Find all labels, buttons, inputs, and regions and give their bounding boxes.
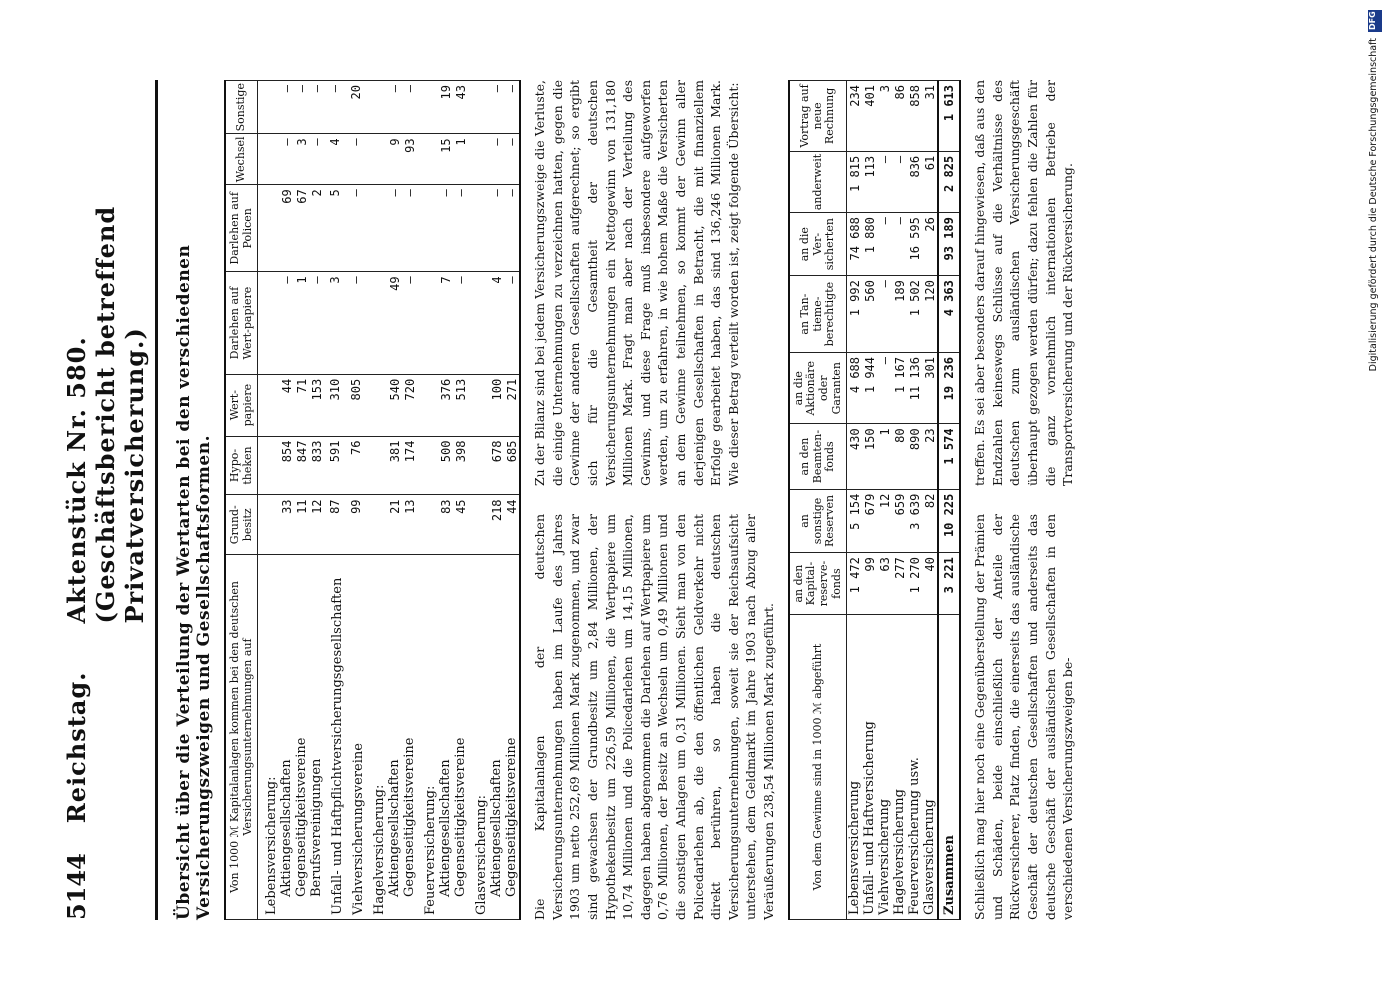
cell-value: 99 <box>345 495 366 555</box>
credit-text: Digitalisierung gefördert durch die Deutsche Forschungsgemeinschaft <box>1368 38 1379 372</box>
cell-value: — <box>279 272 294 374</box>
cell-value: 3 <box>877 81 892 152</box>
table-row <box>345 81 366 920</box>
cell-value: 13 <box>402 495 417 555</box>
total-value: 19 236 <box>938 353 960 424</box>
cell-value: 15 <box>438 134 453 185</box>
profit-distribution-table <box>788 80 962 920</box>
cell-value: 23 <box>922 424 938 489</box>
cell-value: 43 <box>453 81 468 134</box>
cell-value: 3 <box>294 134 309 185</box>
text-column-left: Schließlich mag hier noch eine Gegenüberstellung der Prämien und Schäden, beide einschließlich der Anteile der Rückversicherer, Platz finden, die einerseits das ausländische Geschäft der deutschen Gesellschaften und anderseits das deutsche Geschäft der ausländischen Gesellschaften in den verschiedenen Versicherungszweigen be- <box>972 514 1076 920</box>
table-row <box>468 81 489 920</box>
table-row <box>453 81 468 920</box>
total-value: 3 221 <box>938 553 960 615</box>
row-label: Feuerversicherung: <box>417 555 438 920</box>
column-header: Grund-besitz <box>225 495 258 555</box>
cell-value: 679 <box>862 489 877 553</box>
cell-value: — <box>489 185 504 272</box>
cell-value: 1 270 <box>907 553 922 615</box>
table1-title: Übersicht über die Verteilung der Wertarten bei den verschiedenen Versicherungszweigen und Gesellschaftsformen. <box>174 244 214 920</box>
total-value: 1 613 <box>938 81 960 152</box>
total-value: 4 363 <box>938 276 960 353</box>
text-section-1 <box>531 80 777 920</box>
row-label: Unfall- und Haftversicherung <box>862 615 877 920</box>
column-header: an die Ver-sicherten <box>789 213 847 276</box>
cell-value: 2 <box>309 185 324 272</box>
cell-value: 21 <box>387 495 402 555</box>
cell-value: 401 <box>862 81 877 152</box>
cell-value <box>366 272 387 374</box>
cell-value: 61 <box>922 151 938 212</box>
row-label: Glasversicherung <box>922 615 938 920</box>
cell-value: — <box>309 272 324 374</box>
cell-value: 1 944 <box>862 353 877 424</box>
cell-value <box>468 185 489 272</box>
cell-value: 234 <box>847 81 863 152</box>
table-row <box>279 81 294 920</box>
cell-value <box>417 185 438 272</box>
cell-value: — <box>309 134 324 185</box>
cell-value: 40 <box>922 553 938 615</box>
cell-value: 20 <box>345 81 366 134</box>
row-label: Feuerversicherung usw. <box>907 615 922 920</box>
cell-value <box>468 436 489 495</box>
column-header: Vortrag auf neue Rechnung <box>789 81 847 152</box>
cell-value: 513 <box>453 374 468 436</box>
page-number: 5144 <box>62 853 91 920</box>
cell-value <box>366 374 387 436</box>
cell-value: 87 <box>324 495 345 555</box>
cell-value: — <box>489 81 504 134</box>
cell-value: 3 639 <box>907 489 922 553</box>
table-header-label: Von 1000 ℳ Kapitalanlagen kommen bei den deutschen Versicherungsunternehmungen auf <box>225 555 258 920</box>
cell-value: 398 <box>453 436 468 495</box>
cell-value: 83 <box>438 495 453 555</box>
table-row <box>366 81 387 920</box>
cell-value: 12 <box>877 489 892 553</box>
column-header: Darlehen auf Policen <box>225 185 258 272</box>
cell-value: 99 <box>862 553 877 615</box>
cell-value: 31 <box>922 81 938 152</box>
cell-value <box>366 134 387 185</box>
column-header: Wechsel <box>225 134 258 185</box>
cell-value: — <box>504 272 520 374</box>
table-header-row <box>789 81 847 920</box>
cell-value <box>417 374 438 436</box>
cell-value: 381 <box>387 436 402 495</box>
cell-value: 44 <box>504 495 520 555</box>
cell-value: 678 <box>489 436 504 495</box>
column-header: Hypo-theken <box>225 436 258 495</box>
cell-value <box>366 495 387 555</box>
cell-value: 301 <box>922 353 938 424</box>
text-section-2 <box>971 80 1077 920</box>
cell-value: 82 <box>922 489 938 553</box>
cell-value: 153 <box>309 374 324 436</box>
cell-value: 890 <box>907 424 922 489</box>
cell-value: — <box>877 276 892 353</box>
table-row <box>438 81 453 920</box>
table-header-row <box>225 81 258 920</box>
cell-value <box>468 495 489 555</box>
cell-value: — <box>892 213 907 276</box>
cell-value <box>468 134 489 185</box>
cell-value: 1 815 <box>847 151 863 212</box>
cell-value <box>258 495 280 555</box>
row-label: Gegenseitigkeitsvereine <box>294 555 309 920</box>
capital-allocation-table <box>224 80 521 920</box>
cell-value: 310 <box>324 374 345 436</box>
total-value: 10 225 <box>938 489 960 553</box>
cell-value: — <box>294 81 309 134</box>
cell-value: — <box>309 81 324 134</box>
row-label: Aktiengesellschaften <box>489 555 504 920</box>
cell-value: 3 <box>324 272 345 374</box>
cell-value: — <box>345 272 366 374</box>
cell-value: — <box>345 185 366 272</box>
table-row <box>387 81 402 920</box>
cell-value: 1 992 <box>847 276 863 353</box>
cell-value <box>417 495 438 555</box>
cell-value: 836 <box>907 151 922 212</box>
cell-value <box>258 134 280 185</box>
text-column-right: treffen. Es sei aber besonders darauf hingewiesen, daß aus den Endzahlen keineswegs Schlüsse auf die Verhältnisse des deutschen zum ausländischen Versicherungsgeschäft überhaupt gezogen werden dürfen; dazu fehlen die Zahlen für die ganz vornehmlich internationalen Betriebe der Transportversicherung und der Rückversicherung. <box>972 80 1076 486</box>
row-label: Viehversicherungsvereine <box>345 555 366 920</box>
cell-value: 500 <box>438 436 453 495</box>
table-row <box>402 81 417 920</box>
table-row <box>309 81 324 920</box>
row-label: Gegenseitigkeitsvereine <box>453 555 468 920</box>
cell-value: — <box>402 272 417 374</box>
cell-value <box>417 436 438 495</box>
cell-value: — <box>438 185 453 272</box>
cell-value <box>468 81 489 134</box>
running-title: Reichstag. <box>62 671 91 824</box>
row-label: Gegenseitigkeitsvereine <box>504 555 520 920</box>
column-header: an den Kapital-reserve-fonds <box>789 553 847 615</box>
total-label: Zusammen <box>938 615 960 920</box>
credit-strip <box>1368 10 1383 990</box>
cell-value: 11 136 <box>907 353 922 424</box>
cell-value: 80 <box>892 424 907 489</box>
table-row <box>892 81 907 920</box>
table-row <box>877 81 892 920</box>
cell-value: 560 <box>862 276 877 353</box>
cell-value: — <box>402 81 417 134</box>
cell-value: 26 <box>922 213 938 276</box>
cell-value: 1 167 <box>892 353 907 424</box>
cell-value <box>417 134 438 185</box>
cell-value <box>417 81 438 134</box>
cell-value <box>258 185 280 272</box>
total-row <box>938 81 960 920</box>
cell-value: 271 <box>504 374 520 436</box>
cell-value: 5 <box>324 185 345 272</box>
table-row <box>922 81 938 920</box>
cell-value: 4 688 <box>847 353 863 424</box>
cell-value: 74 688 <box>847 213 863 276</box>
cell-value: 430 <box>847 424 863 489</box>
column-header: an Tan-tieme-berechtigte <box>789 276 847 353</box>
table-body <box>258 81 521 920</box>
cell-value: 9 <box>387 134 402 185</box>
cell-value: — <box>387 185 402 272</box>
row-label: Aktiengesellschaften <box>387 555 402 920</box>
cell-value: 1 472 <box>847 553 863 615</box>
cell-value: 63 <box>877 553 892 615</box>
cell-value: 76 <box>345 436 366 495</box>
row-label: Glasversicherung: <box>468 555 489 920</box>
cell-value: 5 154 <box>847 489 863 553</box>
cell-value: — <box>892 151 907 212</box>
dfg-logo: DFG <box>1368 10 1382 32</box>
cell-value: 16 595 <box>907 213 922 276</box>
cell-value: 150 <box>862 424 877 489</box>
cell-value: 71 <box>294 374 309 436</box>
cell-value: 1 502 <box>907 276 922 353</box>
cell-value: 4 <box>324 134 345 185</box>
cell-value: — <box>279 134 294 185</box>
cell-value: 86 <box>892 81 907 152</box>
table-row <box>862 81 877 920</box>
row-label: Hagelversicherung <box>892 615 907 920</box>
cell-value: 1 880 <box>862 213 877 276</box>
table-row <box>294 81 309 920</box>
cell-value <box>258 81 280 134</box>
column-header: Darlehen auf Wert-papiere <box>225 272 258 374</box>
cell-value <box>468 272 489 374</box>
total-value: 93 189 <box>938 213 960 276</box>
table-row <box>324 81 345 920</box>
cell-value: 1 <box>877 424 892 489</box>
cell-value: 277 <box>892 553 907 615</box>
column-header: Sonstige <box>225 81 258 134</box>
cell-value: 69 <box>279 185 294 272</box>
cell-value: 591 <box>324 436 345 495</box>
table-row <box>417 81 438 920</box>
row-label: Gegenseitigkeitsvereine <box>402 555 417 920</box>
column-header: an den Beamten-fonds <box>789 424 847 489</box>
cell-value: 7 <box>438 272 453 374</box>
cell-value: — <box>504 81 520 134</box>
cell-value: 854 <box>279 436 294 495</box>
cell-value: 218 <box>489 495 504 555</box>
column-header: an sonstige Reserven <box>789 489 847 553</box>
cell-value: 685 <box>504 436 520 495</box>
cell-value <box>366 81 387 134</box>
table-row <box>847 81 863 920</box>
cell-value: 12 <box>309 495 324 555</box>
cell-value: 100 <box>489 374 504 436</box>
cell-value <box>366 436 387 495</box>
table-header-label: Von dem Gewinne sind in 1000 ℳ abgeführt <box>789 615 847 920</box>
cell-value <box>258 374 280 436</box>
cell-value <box>468 374 489 436</box>
cell-value: 45 <box>453 495 468 555</box>
cell-value: 659 <box>892 489 907 553</box>
row-label: Lebensversicherung: <box>258 555 280 920</box>
row-label: Viehversicherung <box>877 615 892 920</box>
text-column-right: Zu der Bilanz sind bei jedem Versicherungszweige die Verluste, die einige Unternehmungen zu verzeichnen hatten, gegen die Gewinne der anderen Gesellschaften aufgerechnet; so ergibt sich für die Gesamtheit der deutschen Versicherungsunternehmungen ein Nettogewinn von 131,180 Millionen Mark. Fragt man aber nach der Verteilung des Gewinns, und diese Frage muß insbesondere aufgeworfen werden, um zu erfahren, in wie hohem Maße die Versicherten an dem Gewinne teilnehmen, so kommt der Gewinn aller derjenigen Gesellschaften in Betracht, die mit finanziellem Erfolge gearbeitet haben, das sind 136,246 Millionen Mark. Wie dieser Betrag verteilt worden ist, zeigt folgende Übersicht: <box>532 80 741 486</box>
text-column-left: Die Kapitalanlagen der deutschen Versicherungsunternehmungen haben im Laufe des Jahres 1903 um netto 252,69 Millionen Mark zugenommen, und zwar sind gewachsen der Grundbesitz um 2,84 Millionen, der Hypothekenbesitz um 226,59 Millionen, die Wertpapiere um 10,74 Millionen und die Policedarlehen um 14,15 Millionen, dagegen haben abgenommen die Darlehen auf Wertpapiere um 0,76 Millionen, der Besitz an Wechseln um 0,49 Millionen und die sonstigen Anlagen um 0,31 Millionen. Sieht man von den Policedarlehen ab, die den öffentlichen Geldverkehr nicht direkt berühren, so haben die deutschen Versicherungsunternehmungen, soweit sie der Reichsaufsicht unterstehen, dem Geldmarkt im Jahre 1903 nach Abzug aller Veräußerungen 238,54 Millionen Mark zugeführt. <box>532 514 776 920</box>
column-header: an die Aktionäre oder Garanten <box>789 353 847 424</box>
cell-value: — <box>504 185 520 272</box>
page-header <box>62 80 158 920</box>
cell-value: — <box>877 151 892 212</box>
cell-value: — <box>402 185 417 272</box>
cell-value: — <box>387 81 402 134</box>
total-value: 1 574 <box>938 424 960 489</box>
total-value: 2 825 <box>938 151 960 212</box>
row-label: Lebensversicherung <box>847 615 863 920</box>
cell-value: 19 <box>438 81 453 134</box>
row-label: Unfall- und Haftpflichtversicherungsgesellschaften <box>324 555 345 920</box>
cell-value: 189 <box>892 276 907 353</box>
row-label: Aktiengesellschaften <box>438 555 453 920</box>
cell-value: 4 <box>489 272 504 374</box>
cell-value <box>417 272 438 374</box>
column-header: anderweit <box>789 151 847 212</box>
cell-value: — <box>324 81 345 134</box>
cell-value: 1 <box>453 134 468 185</box>
cell-value: 833 <box>309 436 324 495</box>
cell-value: 376 <box>438 374 453 436</box>
cell-value: 540 <box>387 374 402 436</box>
table-body <box>847 81 961 920</box>
cell-value: 805 <box>345 374 366 436</box>
cell-value: 93 <box>402 134 417 185</box>
cell-value: — <box>453 272 468 374</box>
cell-value: 49 <box>387 272 402 374</box>
table-row <box>504 81 520 920</box>
document-title: Aktenstück Nr. 580. (Geschäftsbericht betreffend Privatversicherung.) <box>62 205 149 624</box>
cell-value: — <box>489 134 504 185</box>
cell-value: — <box>504 134 520 185</box>
cell-value: 1 <box>294 272 309 374</box>
cell-value: — <box>345 134 366 185</box>
cell-value: 858 <box>907 81 922 152</box>
table-row <box>258 81 280 920</box>
cell-value: 44 <box>279 374 294 436</box>
cell-value: 847 <box>294 436 309 495</box>
cell-value: 33 <box>279 495 294 555</box>
cell-value <box>258 272 280 374</box>
cell-value <box>258 436 280 495</box>
cell-value: — <box>453 185 468 272</box>
cell-value <box>366 185 387 272</box>
cell-value: 67 <box>294 185 309 272</box>
cell-value: 11 <box>294 495 309 555</box>
cell-value: 120 <box>922 276 938 353</box>
table-row <box>489 81 504 920</box>
cell-value: 174 <box>402 436 417 495</box>
cell-value: — <box>279 81 294 134</box>
cell-value: 720 <box>402 374 417 436</box>
column-header: Wert-papiere <box>225 374 258 436</box>
cell-value: 113 <box>862 151 877 212</box>
row-label: Hagelversicherung: <box>366 555 387 920</box>
cell-value: — <box>877 213 892 276</box>
cell-value: — <box>877 353 892 424</box>
row-label: Aktiengesellschaften <box>279 555 294 920</box>
row-label: Berufsvereinigungen <box>309 555 324 920</box>
table-row <box>907 81 922 920</box>
